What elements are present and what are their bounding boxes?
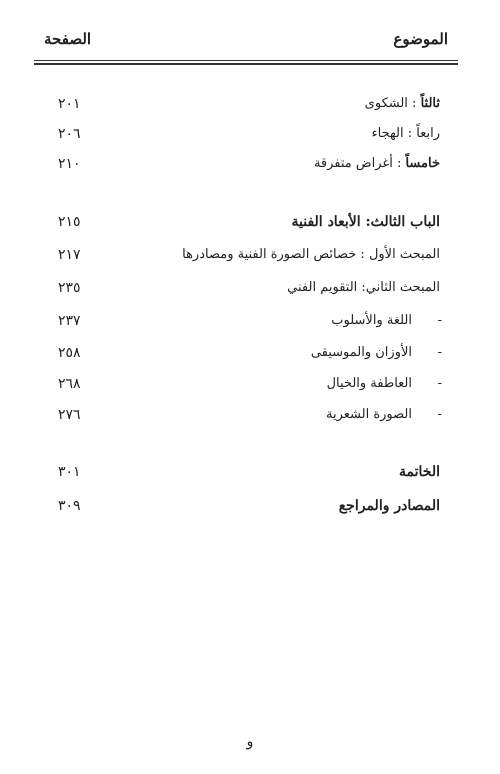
- toc-entry-title: الأوزان والموسيقى: [310, 345, 412, 360]
- header-rule-thick: [34, 63, 458, 65]
- bullet-dash: -: [437, 407, 442, 422]
- toc-entry: [0, 403, 500, 427]
- toc-entry-page: ٢١٠: [58, 156, 81, 172]
- toc-entry-title: المبحث الثاني: التقويم الفني: [287, 280, 440, 295]
- toc-entry-title: العاطفة والخيال: [326, 376, 412, 391]
- toc-entry: [0, 210, 500, 234]
- toc-entry-page: ٣٠١: [58, 464, 81, 480]
- toc-entry-page: ٢٣٧: [58, 313, 81, 329]
- toc-entry: [0, 243, 500, 267]
- toc-entry-title: [372, 122, 440, 146]
- toc-entry: [0, 309, 500, 333]
- toc-entry-page: ٢٧٦: [58, 407, 81, 423]
- toc-entry-text: : الهجاء: [371, 126, 417, 141]
- toc-entry-title: الصورة الشعرية: [326, 407, 412, 422]
- toc-entry: [0, 460, 500, 484]
- toc-entry: [0, 372, 500, 396]
- toc-entry-lead: خامساً: [405, 156, 440, 171]
- topic-header: الموضوع: [393, 30, 448, 48]
- toc-entry-title: الخاتمة: [399, 464, 440, 480]
- toc-entry-page: ٢٠٦: [58, 126, 81, 142]
- toc-entry-page: ٣٠٩: [58, 498, 81, 514]
- toc-entry-page: ٢١٧: [58, 247, 81, 263]
- toc-entry-title: المبحث الأول : خصائص الصورة الفنية ومصادرها: [182, 247, 440, 262]
- header-rule-thin: [34, 60, 458, 61]
- bullet-dash: -: [437, 345, 442, 360]
- toc-entry-title: [314, 152, 440, 176]
- toc-entry-lead: رابعاً: [416, 126, 440, 141]
- toc-entry: [0, 341, 500, 365]
- page-number: و: [246, 734, 254, 750]
- toc-entry: [0, 276, 500, 300]
- toc-entry-page: ٢١٥: [58, 214, 81, 230]
- toc-entry-page: ٢٣٥: [58, 280, 81, 296]
- toc-entry-title: المصادر والمراجع: [338, 498, 440, 514]
- toc-entry-page: ٢٠١: [58, 96, 81, 112]
- toc-entry-title: اللغة والأسلوب: [331, 313, 412, 328]
- toc-entry-text: : أغراض متفرقة: [313, 156, 406, 171]
- toc-entry-title: [365, 92, 440, 116]
- toc-entry-text: : الشكوى: [364, 96, 421, 111]
- page-header: الصفحة: [44, 30, 92, 48]
- toc-entry-page: ٢٥٨: [58, 345, 81, 361]
- bullet-dash: -: [437, 313, 442, 328]
- toc-entry-lead: ثالثاً: [420, 96, 440, 111]
- toc-entry: [0, 494, 500, 518]
- toc-entry-page: ٢٦٨: [58, 376, 81, 392]
- toc-entry: [0, 152, 500, 176]
- bullet-dash: -: [437, 376, 442, 391]
- toc-entry: [0, 122, 500, 146]
- toc-entry-title: الباب الثالث: الأبعاد الفنية: [291, 214, 440, 230]
- toc-entry: [0, 92, 500, 116]
